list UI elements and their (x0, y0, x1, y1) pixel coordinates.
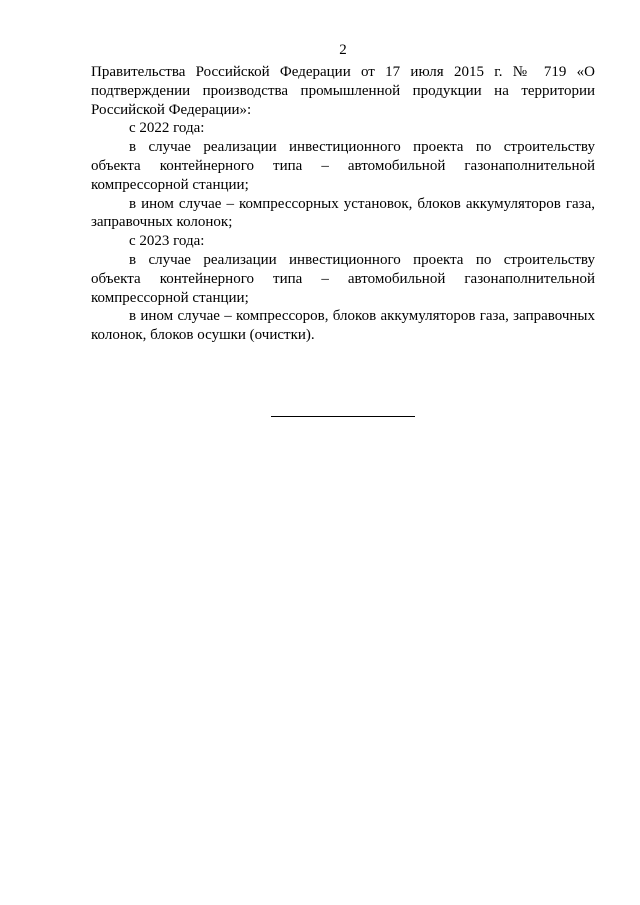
paragraph-2023-investment-case: в случае реализации инвестиционного проекта по строительству объекта контейнерного типа – автомобильной газонаполнительной компрессорной станции; (91, 251, 595, 306)
paragraph-continuation: Правительства Российской Федерации от 17 июля 2015 г. № 719 «О подтверждении производства промышленной продукции на территории Российской Федерации»: (91, 64, 595, 118)
page-number: 2 (339, 42, 347, 58)
paragraph-2022-other-case: в ином случае – компрессорных установок, блоков аккумуляторов газа, заправочных колонок; (91, 195, 595, 231)
paragraph-2022-investment-case: в случае реализации инвестиционного проекта по строительству объекта контейнерного типа – автомобильной газонаполнительной компрессорной станции; (91, 139, 595, 193)
paragraph-2023-other-case: в ином случае – компрессоров, блоков аккумуляторов газа, заправочных колонок, блоков осушки (очистки). (91, 308, 595, 344)
end-separator-line (271, 416, 415, 417)
document-body (91, 63, 595, 345)
paragraph-from-2023: с 2023 года: (129, 233, 205, 250)
paragraph-from-2022: с 2022 года: (129, 120, 205, 137)
